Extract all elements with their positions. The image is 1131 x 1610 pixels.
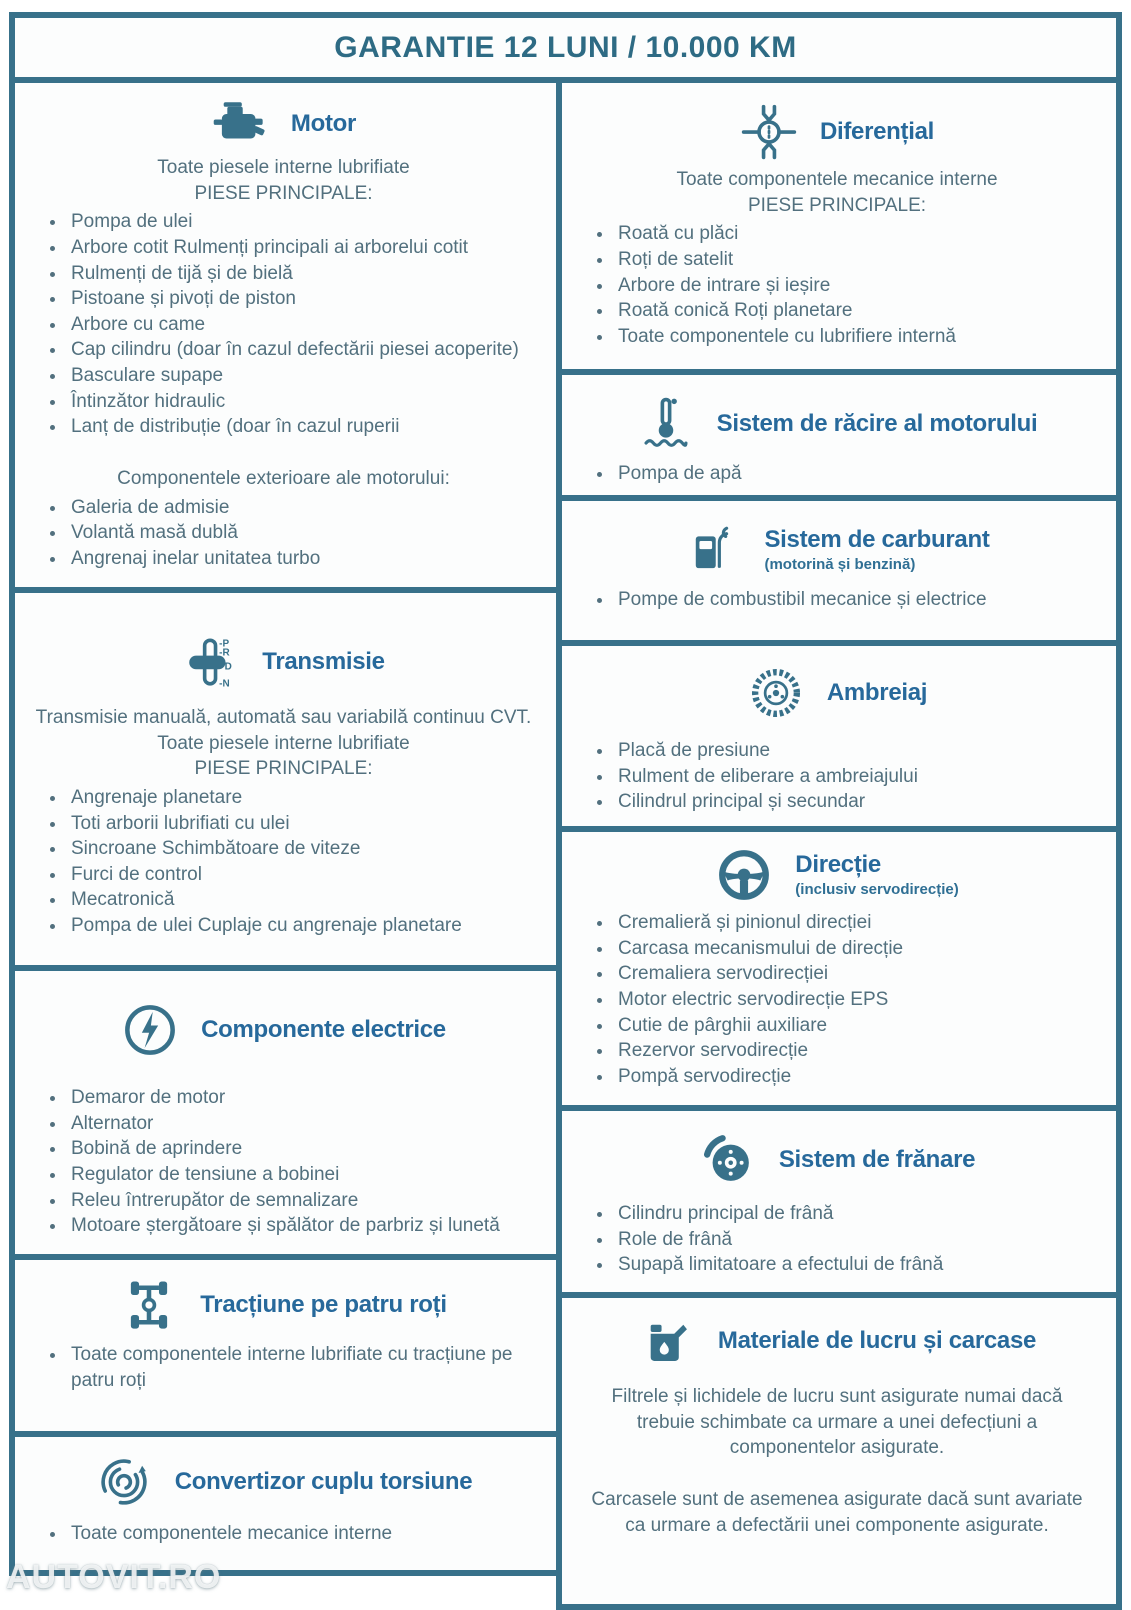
list-item: • Roți de satelit [614,247,1106,273]
list-item: • Roată cu plăci [614,221,1106,247]
warranty-header [9,12,1122,83]
section-ambreiaj [556,640,1122,832]
materiale-paragraph-1: Filtrele și lichidele de lucru sunt asigurate numai dacă trebuie schimbate ca urmare a unei defecțiuni a componentelor asigurate. [611,1386,1063,1459]
motor-header [21,95,546,153]
list-item: • Placă de presiune [614,738,1106,764]
list-item: • Cilindrul principal și secundar [614,789,1106,815]
racire-title: Sistem de răcire al motorului [716,409,1038,437]
materiale-paragraph-2: Carcasele sunt de asemenea asigurate dacă sunt avariate ca urmare a defectării unei componente asigurate. [591,1488,1083,1536]
list-item: • Lanț de distribuție (doar în cazul ruperii [67,414,546,440]
motor-exterior-list [21,495,546,572]
section-tractiune [9,1254,562,1437]
transmisie-intro-line-2: Toate piesele interne lubrifiate [157,732,410,754]
carburant-titles [764,527,989,573]
materiale-header [568,1312,1106,1370]
four-wheel-drive-icon [120,1276,178,1334]
franare-list [568,1201,1106,1278]
oil-can-icon [638,1312,696,1370]
list-item: • Supapă limitatoare a efectului de frână [614,1252,1106,1278]
section-convertizor [9,1431,562,1576]
diferential-intro-line-2: PIESE PRINCIPALE: [747,194,927,216]
convertizor-list [21,1521,546,1547]
section-carburant [556,495,1122,646]
racire-header [568,395,1106,453]
svg-text:-N: -N [219,678,230,690]
list-item: • Galeria de admisie [67,495,546,521]
section-motor [9,77,562,593]
page-title: GARANTIE 12 LUNI / 10.000 KM [334,30,797,64]
ambreiaj-title: Ambreiaj [826,678,928,706]
directie-list [568,910,1106,1089]
diferential-title: Diferențial [819,117,935,145]
materiale-title: Materiale de lucru și carcase [717,1326,1037,1354]
diferential-intro-line-1: Toate componentele mecanice interne [676,169,998,190]
transmisie-title: Transmisie [262,647,385,675]
list-item: • Cilindru principal de frână [614,1201,1106,1227]
diferential-list [568,221,1106,349]
list-item: • Mecatronică [67,887,546,913]
torque-converter-icon [95,1453,153,1511]
differential-icon [740,103,798,161]
svg-text:-P: -P [219,638,230,650]
electrice-list [21,1085,546,1239]
tractiune-header [21,1276,546,1334]
electrice-title: Componente electrice [201,1015,446,1043]
list-item: • Arbore cotit Rulmenți principali ai arborelui cotit [67,235,546,261]
list-item: • Alternator [67,1111,546,1137]
list-item: • Toate componentele mecanice interne [67,1521,546,1547]
carburant-title: Sistem de carburant [764,525,990,553]
motor-title: Motor [290,109,357,137]
list-item: • Rezervor servodirecție [614,1038,1106,1064]
list-item: • Angrenaje planetare [67,785,546,811]
gear-shifter-icon [182,633,240,691]
franare-title: Sistem de frănare [778,1145,976,1173]
list-item: • Motoare ștergătoare și spălător de parbriz și lunetă [67,1213,546,1239]
motor-intro-line-2: PIESE PRINCIPALE: [194,182,373,204]
motor-list [21,209,546,440]
list-item: • Toate componentele cu lubrifiere internă [614,324,1106,350]
directie-header [568,846,1106,904]
carburant-subtitle: (motorină și benzină) [764,556,916,574]
franare-header [568,1131,1106,1189]
lightning-icon [121,1001,179,1059]
list-item: • Basculare supape [67,363,546,389]
convertizor-header [21,1453,546,1511]
diferential-header [568,103,1106,161]
carburant-header [568,521,1106,579]
tractiune-title: Tracțiune pe patru roți [200,1290,447,1318]
list-item: • Întinzător hidraulic [67,389,546,415]
autovit-watermark: AUTOVIT.RO [6,1558,222,1596]
svg-text:D: D [224,661,233,673]
list-item: • Regulator de tensiune a bobinei [67,1162,546,1188]
directie-subtitle: (inclusiv servodirecție) [795,881,959,899]
list-item: • Role de frână [614,1227,1106,1253]
steering-wheel-icon [715,846,773,904]
ambreiaj-header [568,664,1106,722]
clutch-disc-icon [747,664,805,722]
tractiune-list [21,1342,546,1393]
svg-text:-R: -R [219,647,230,659]
ambreiaj-list [568,738,1106,815]
list-item: • Cutie de pârghii auxiliare [614,1013,1106,1039]
list-item: • Releu întrerupător de semnalizare [67,1188,546,1214]
electrice-header [21,1001,546,1059]
list-item: • Pompa de ulei Cuplaje cu angrenaje planetare [67,913,546,939]
thermometer-icon [637,395,695,453]
engine-icon [211,95,269,153]
section-diferential [556,77,1122,375]
list-item: • Toate componentele interne lubrifiate cu tracțiune pe patru roți [67,1342,546,1393]
transmisie-header [21,633,546,691]
transmisie-list [21,785,546,939]
transmisie-intro-line-1: Transmisie manuală, automată sau variabilă continuu CVT. [35,707,532,728]
carburant-list [568,587,1106,613]
list-item: • Volantă masă dublă [67,520,546,546]
list-item: • Bobină de aprindere [67,1136,546,1162]
list-item: • Rulment de eliberare a ambreiajului [614,764,1106,790]
list-item: • Pompă servodirecție [614,1064,1106,1090]
list-item: • Cap cilindru (doar în cazul defectării piesei acoperite) [67,337,546,363]
list-item: • Demaror de motor [67,1085,546,1111]
convertizor-title: Convertizor cuplu torsiune [174,1467,473,1495]
list-item: • Motor electric servodirecție EPS [614,987,1106,1013]
list-item: • Carcasa mecanismului de direcție [614,936,1106,962]
list-item: • Toti arborii lubrifiati cu ulei [67,811,546,837]
fuel-pump-icon [684,521,742,579]
list-item: • Pompa de apă [614,461,1106,487]
section-racire [556,369,1122,501]
left-column [9,77,562,1576]
list-item: • Arbore de intrare și ieșire [614,273,1106,299]
section-franare [556,1105,1122,1298]
section-materiale [556,1292,1122,1610]
directie-title: Direcție [795,850,881,878]
motor-subheading: Componentele exterioare ale motorului: [117,468,450,490]
section-transmisie [9,587,562,971]
list-item: • Angrenaj inelar unitatea turbo [67,546,546,572]
section-componente-electrice [9,965,562,1260]
list-item: • Rulmenți de tijă și de bielă [67,261,546,287]
content-columns [9,77,1122,1610]
transmisie-intro-line-3: PIESE PRINCIPALE: [194,758,373,780]
list-item: • Cremalieră și pinionul direcției [614,910,1106,936]
brake-disc-icon [699,1131,757,1189]
list-item: • Cremaliera servodirecției [614,961,1106,987]
list-item: • Arbore cu came [67,312,546,338]
right-column [556,77,1122,1610]
racire-list [568,461,1106,487]
list-item: • Pompa de ulei [67,209,546,235]
motor-intro-line-1: Toate piesele interne lubrifiate [157,157,410,178]
list-item: • Furci de control [67,862,546,888]
list-item: • Pompe de combustibil mecanice și electrice [614,587,1106,613]
list-item: • Roată conică Roți planetare [614,298,1106,324]
list-item: • Pistoane și pivoți de piston [67,286,546,312]
directie-titles [795,852,958,898]
list-item: • Sincroane Schimbătoare de viteze [67,836,546,862]
section-directie [556,826,1122,1111]
